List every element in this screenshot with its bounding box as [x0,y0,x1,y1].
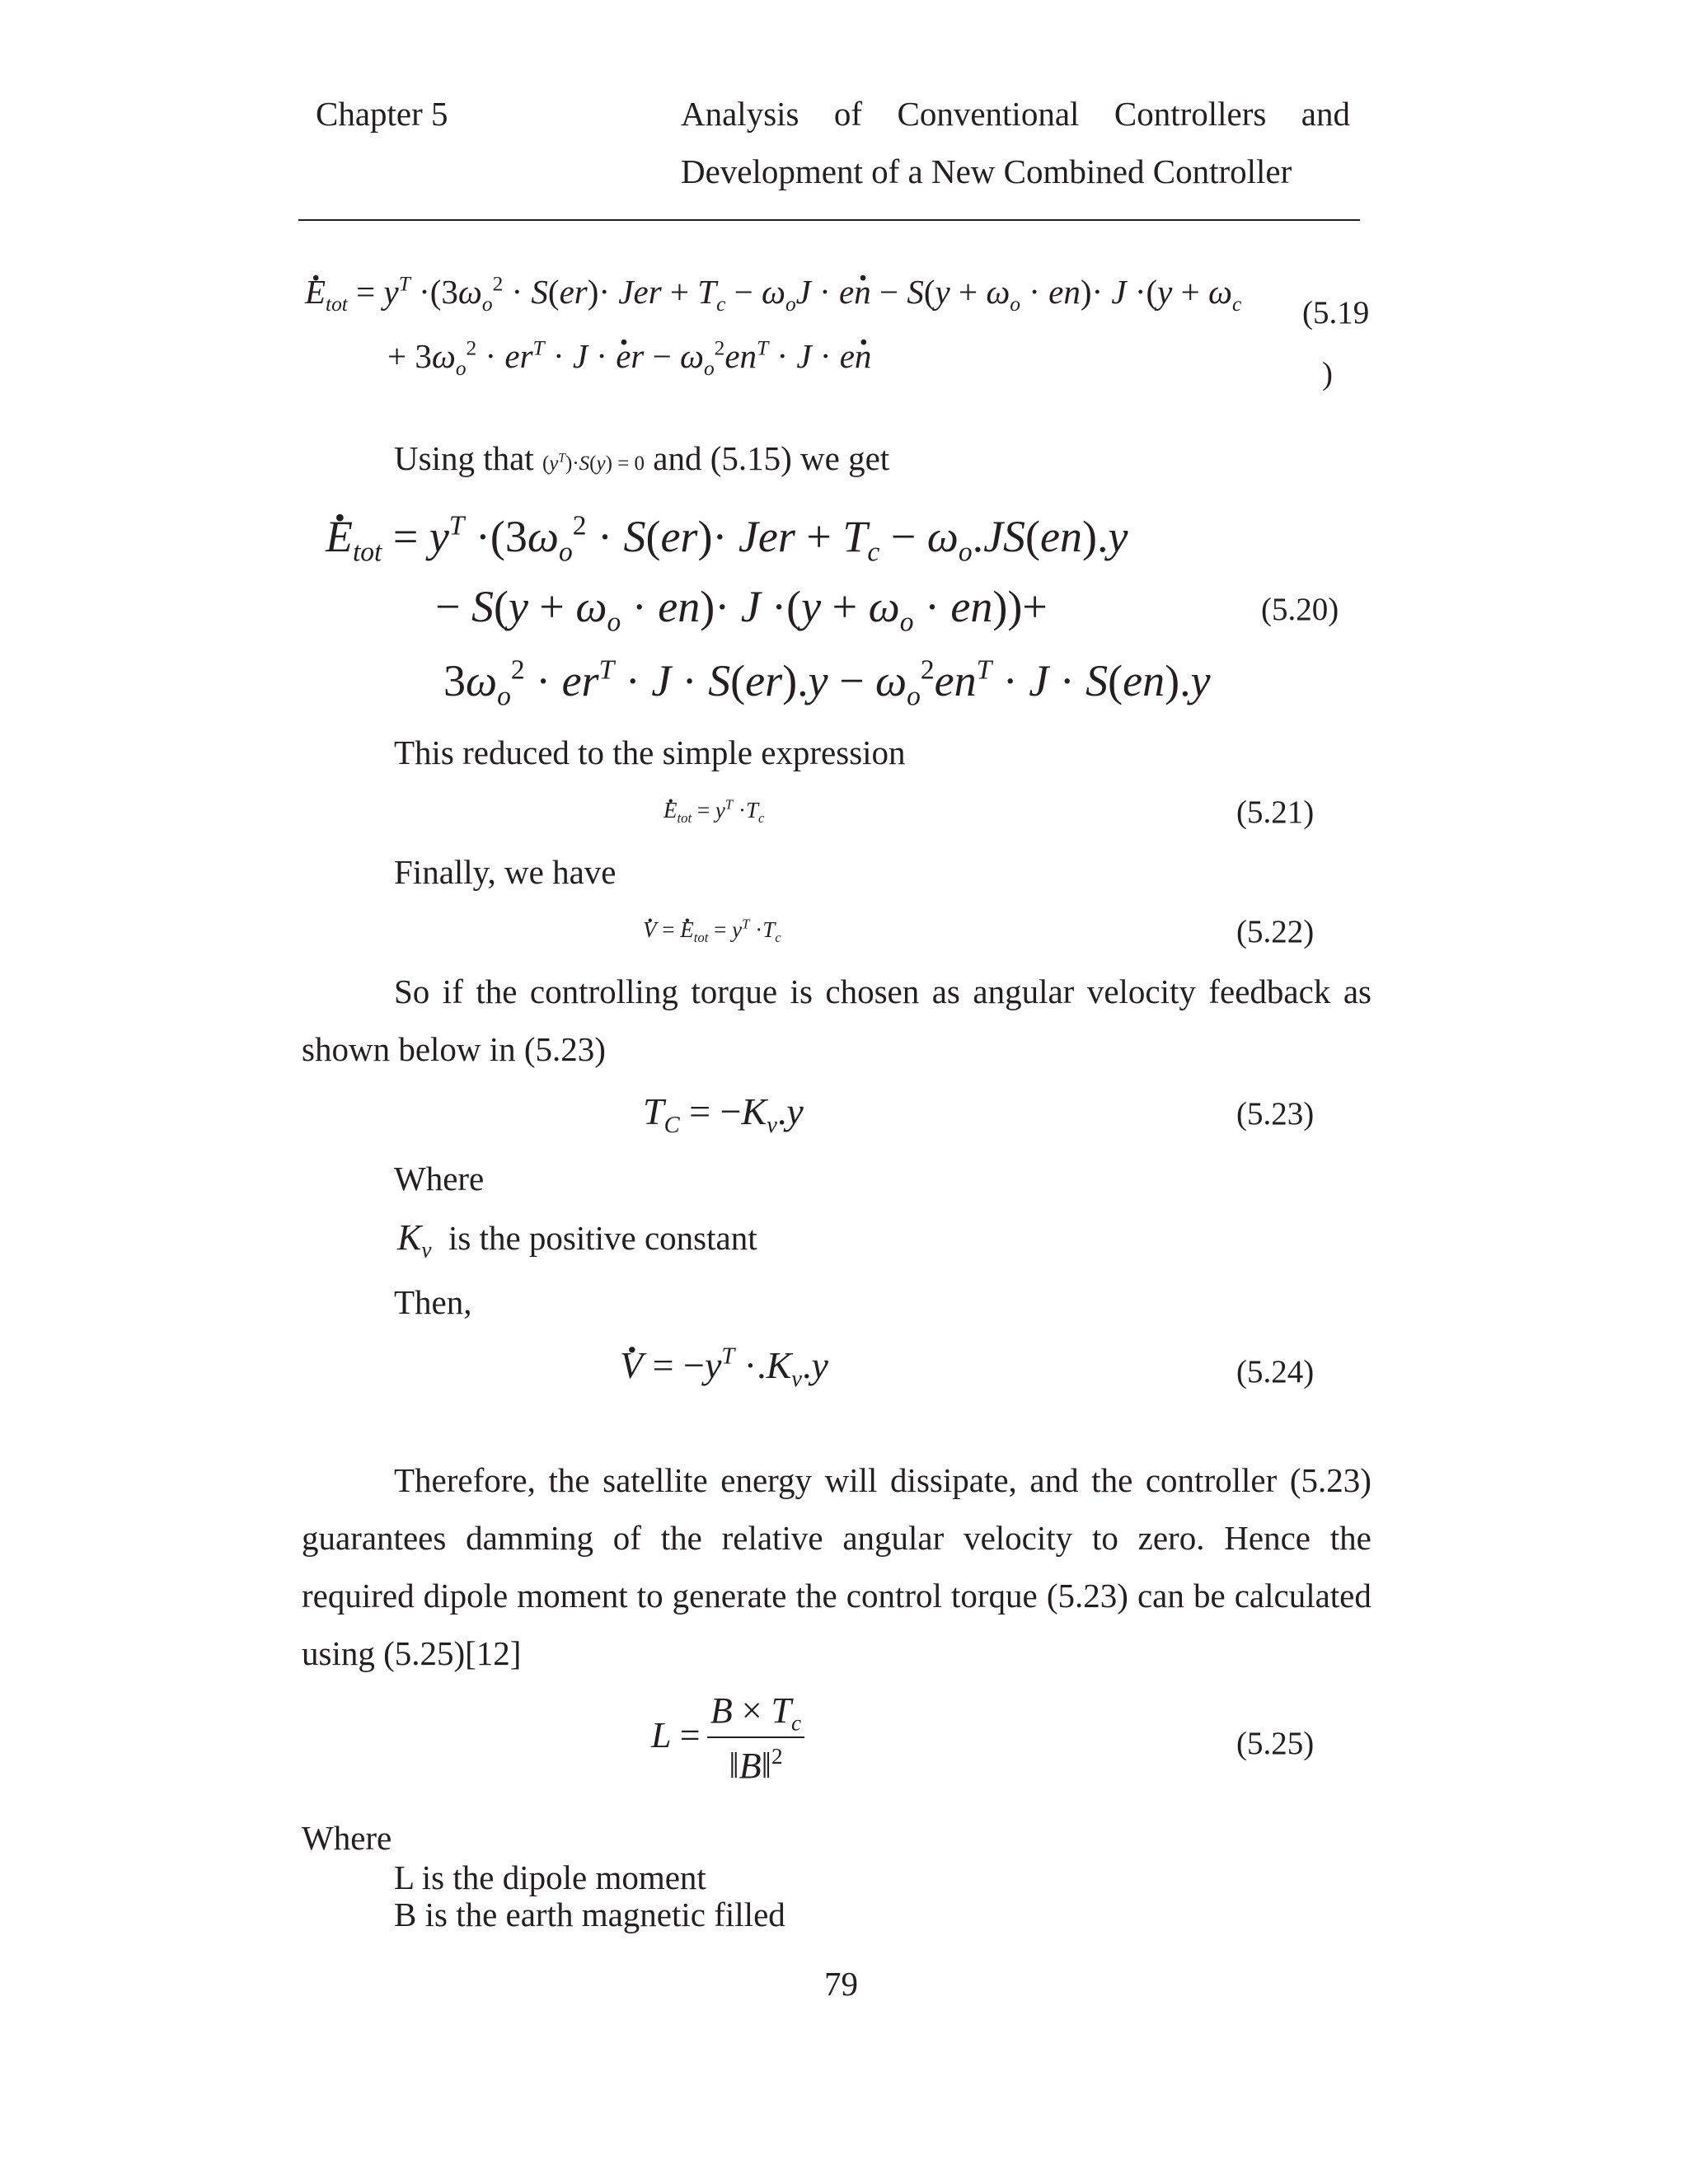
eq-5-25-denominator: ‖B‖$^2$ [729,1744,783,1786]
word: the [476,972,518,1010]
word: (5.23) [1289,1461,1372,1499]
word: to [1091,1519,1118,1557]
kv-text: is the positive constant [448,1219,757,1257]
word: can [1137,1577,1184,1615]
word: the [1329,1519,1372,1557]
word: Hence [1224,1519,1311,1557]
paragraph-so-if-line1 [394,972,1372,1010]
word: controller [1145,1461,1278,1499]
definition-B: B is the earth magnetic filled [394,1896,785,1933]
kv-definition: $K_v$ is the positive constant [397,1217,757,1263]
paragraph-so-if-line2: shown below in (5.23) [302,1030,606,1068]
chapter-title-line2: Development of a New Combined Controller [681,152,1292,190]
word: generate [672,1577,787,1615]
eq-5-24: · $V = -y^T \cdot.K_v.y$ [620,1343,828,1387]
word: moment [517,1577,628,1615]
eq-5-19-line1: · $E_{tot} = y^T \cdot(3\omega_o^2 \cdot S(er)\cdot$ Jer + $T_c - \omega_oJ \cdot e\cdot n - S(y + \omega_o \cdot en)\cdot J \cdot(y + \omega_c$ [305,272,1241,312]
eq-5-24-number: (5.24) [1236,1354,1315,1390]
word: to [636,1577,663,1615]
word: energy [720,1461,813,1499]
word: required [302,1577,415,1615]
word: Therefore, [394,1461,536,1499]
word: and [1029,1461,1079,1499]
eq-5-25-number: (5.25) [1236,1726,1315,1761]
word: velocity [1086,972,1196,1010]
paragraph-therefore-line1 [394,1461,1372,1499]
paragraph-therefore-line3 [302,1579,1372,1613]
paragraph-therefore-line2 [302,1521,1372,1555]
word: the [548,1461,590,1499]
page-number: 79 [824,1965,858,2003]
word: (5.23) [1046,1577,1128,1615]
title-word: Controllers [1114,95,1267,133]
word: angular [842,1519,945,1557]
word: the [660,1519,702,1557]
word: if [442,972,463,1010]
word: torque [691,972,778,1010]
chapter-title-line1 [681,97,1350,131]
word: satellite [603,1461,708,1499]
eq-5-20-number: (5.20) [1261,592,1339,627]
eq-5-19-number: (5.19 [1302,295,1370,330]
inline-math: $(y^T)\cdot S(y) = 0$ [542,451,645,475]
eq-5-22-number: (5.22) [1236,914,1315,949]
word: dipole [423,1577,509,1615]
word: calculated [1234,1577,1372,1615]
word: controlling [529,972,678,1010]
word: the [795,1577,837,1615]
paragraph-reduced: This reduced to the simple expression [394,733,906,771]
fraction-bar [707,1736,804,1738]
text-span: Using that [394,439,534,477]
word: will [824,1461,878,1499]
paragraph-finally: Finally, we have [394,853,617,891]
word: chosen [825,972,920,1010]
chapter-label: Chapter 5 [316,95,448,133]
word: be [1193,1577,1226,1615]
title-word: of [833,95,863,133]
eq-5-19-line2: + $3\omega_o^2 \cdot er^T \cdot J$ · · er − $\omega_o^2en^T \cdot J \cdot e\cdot n$ [387,336,871,376]
word: the [1091,1461,1133,1499]
header-rule [298,219,1360,221]
word: feedback [1208,972,1331,1010]
eq-5-20-line3: $3\omega_o^2 \cdot er^T \cdot J \cdot S(er).y - \omega_o^2en^T \cdot J \cdot S(en).y$ [443,654,1211,712]
word: is [790,972,813,1010]
word: as [931,972,960,1010]
word: zero. [1137,1519,1205,1557]
word: relative [721,1519,823,1557]
text-span: and (5.15) we get [653,439,890,477]
then-label: Then, [394,1283,472,1321]
title-word: and [1301,95,1350,133]
eq-5-19-number-close: ) [1322,356,1333,391]
word: torque [950,1577,1038,1615]
word: dissipate, [890,1461,1017,1499]
word: damming [466,1519,593,1557]
eq-5-20-line1: · $E_{tot} = y^T \cdot(3\omega_o^2 \cdot S(er)\cdot$ Jer + $T_c - \omega_o.JS(en).y$ [326,511,1128,562]
title-word: Analysis [681,95,799,133]
eq-5-23-number: (5.23) [1236,1096,1315,1132]
title-word: Conventional [897,95,1080,133]
word: angular [973,972,1075,1010]
word: control [846,1577,942,1615]
where-label-2: Where [302,1819,392,1857]
word: guarantees [302,1519,447,1557]
eq-5-21: · $E_{tot} = y^T \cdot T_c$ [663,798,764,823]
eq-5-25-fraction [707,1690,804,1787]
paragraph-therefore-line4: using (5.25)[12] [302,1634,522,1672]
eq-5-20-line2: − $S(y + \omega_o \cdot en)\cdot J \cdot(y + \omega_o \cdot en))+$ [435,582,1048,638]
where-label-1: Where [394,1160,485,1197]
eq-5-25-numerator: $B \times T_c$ [710,1690,802,1736]
word: of [612,1519,641,1557]
word: as [1343,972,1372,1010]
word: So [394,972,430,1010]
eq-5-22: · V = · $E_{tot} = y^T \cdot T_c$ [643,917,781,943]
eq-5-21-number: (5.21) [1236,794,1315,830]
definition-L: L is the dipole moment [394,1858,706,1896]
eq-5-23: $T_C = -K_v.y$ [643,1090,804,1138]
word: velocity [964,1519,1073,1557]
eq-5-25-lhs: L = [651,1715,701,1755]
paragraph-using-that [394,439,890,477]
